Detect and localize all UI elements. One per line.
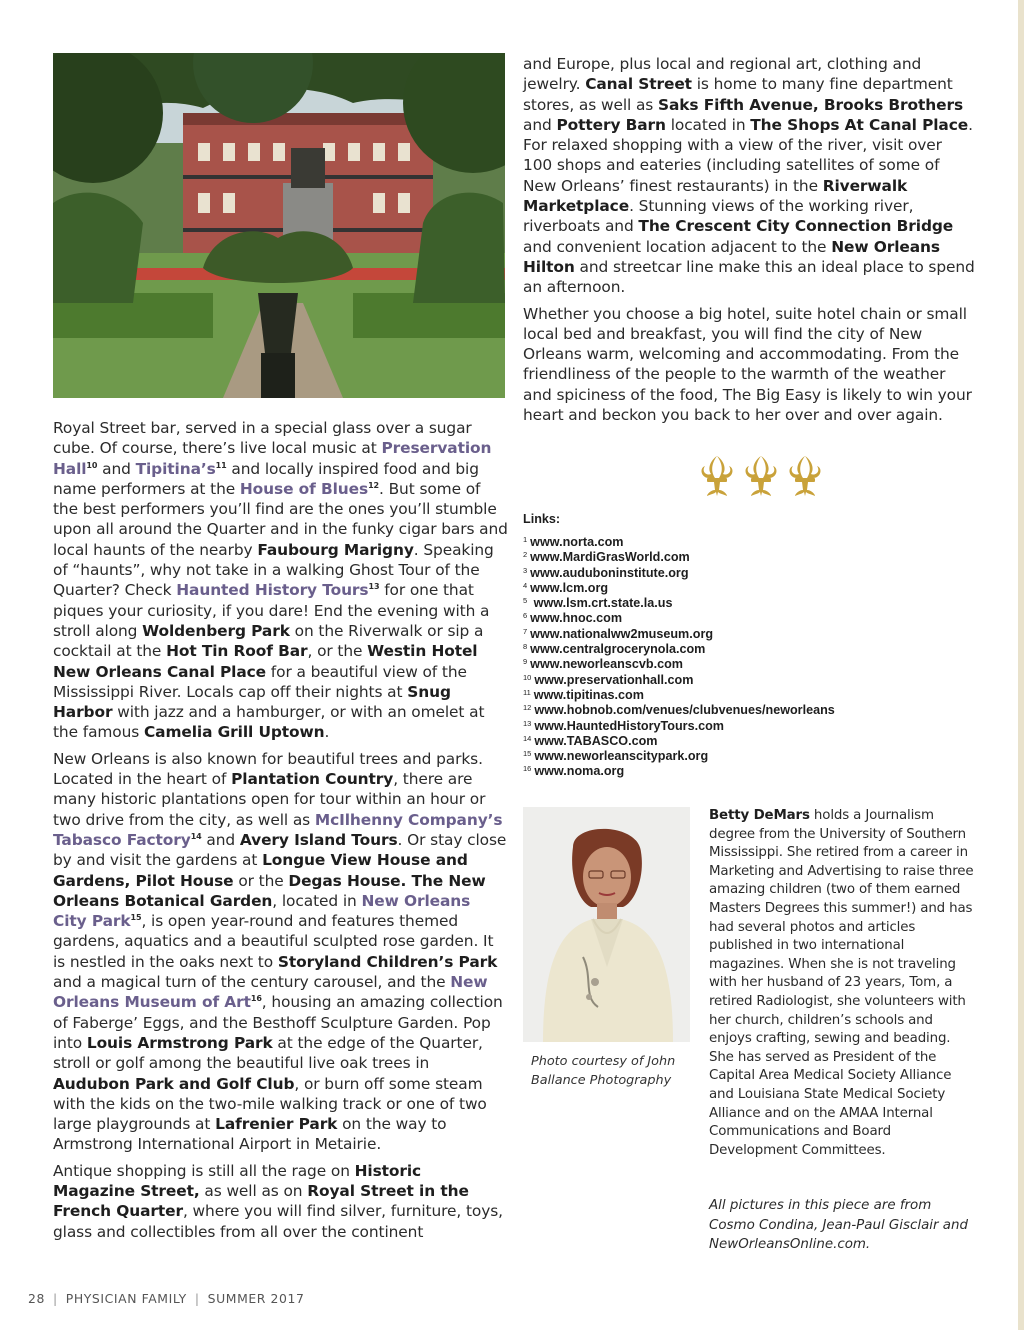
link-item[interactable] — [523, 749, 975, 764]
highlight-preservation-hall: Preservation Hall — [53, 439, 492, 478]
bold-camelia-grill: Camelia Grill Uptown — [143, 723, 325, 742]
paragraph-conclusion: Whether you choose a big hotel, suite hotel chain or small local bed and breakfast, you will find the city of New Orleans warm, welcoming and accommodating. From the friendliness of the people to the warmth of the weather and spiciness of the food, The Big Easy is likely to win your heart and beckon you back to her over and over again. — [523, 304, 972, 425]
link-url[interactable]: www.neworleanscitypark.org — [534, 749, 709, 764]
text-run: , located in — [272, 891, 362, 910]
bold-hot-tin-roof: Hot Tin Roof Bar — [166, 642, 308, 661]
footnote-ref: 14 — [190, 831, 202, 841]
bold-degas-house: Degas House. The New Orleans Botanical Garden — [53, 871, 486, 910]
link-number: 10 — [523, 672, 532, 682]
link-number: 9 — [523, 657, 528, 667]
text-run: . But some of the best performers you’ll find are the ones you’ll stumble upon all around the Quarter and in the funky cigar bars and local haunts of the nearby — [53, 479, 508, 559]
text-run: New Orleans is also known for beautiful trees and parks. Located in the heart of — [53, 749, 483, 789]
footnote-ref: 10 — [86, 460, 98, 470]
author-bio — [709, 807, 974, 1160]
text-run: is home to many fine department stores, as well as — [523, 75, 953, 114]
text-run: as well as on — [199, 1181, 308, 1200]
bold-riverwalk: Riverwalk Marketplace — [523, 176, 908, 216]
link-url[interactable]: www.hobnob.com/venues/clubvenues/neworleans — [534, 703, 835, 718]
left-column — [53, 418, 508, 1248]
link-item[interactable] — [523, 642, 975, 657]
bold-westin: Westin Hotel New Orleans Canal Place — [53, 642, 478, 681]
author-name: Betty DeMars — [709, 808, 810, 823]
highlight-tabasco-factory: McIlhenny Company’s Tabasco Factory — [53, 810, 503, 849]
text-run: with jazz and a hamburger, or with an omelet at the famous — [53, 703, 485, 742]
link-item[interactable] — [523, 688, 975, 703]
bold-woldenberg-park: Woldenberg Park — [142, 621, 290, 640]
link-url[interactable]: www.lcm.org — [530, 580, 609, 595]
text-run: and convenient location adjacent to the — [523, 237, 832, 256]
link-url[interactable]: www.noma.org — [534, 764, 625, 779]
text-run: on the way to Armstrong International Airport in Metairie. — [53, 1115, 447, 1154]
text-run: located in — [665, 115, 751, 134]
bold-crescent-bridge: The Crescent City Connection Bridge — [638, 217, 954, 236]
text-run: on the Riverwalk or sip a cocktail at the — [53, 621, 484, 661]
right-column — [523, 54, 975, 431]
text-run: and streetcar line make this an ideal place to spend an afternoon. — [523, 257, 975, 297]
footer-separator: | — [194, 1291, 200, 1306]
page-footer — [28, 1291, 304, 1306]
bold-shops-canal-place: The Shops At Canal Place — [750, 115, 969, 134]
link-item[interactable] — [523, 566, 975, 581]
text-run: and — [201, 830, 240, 849]
text-run: . For relaxed shopping with a view of the river, visit over 100 shops and eateries (including satellites of some of New Orleans’ finest restaurants) in the — [523, 115, 973, 195]
highlight-tipitinas: Tipitina’s — [135, 459, 216, 478]
text-run: , there are many historic plantations open for tour within an hour or two drive from the city, as well as — [53, 770, 486, 829]
bold-royal-street: Royal Street in the French Quarter — [53, 1181, 469, 1221]
link-url[interactable]: www.preservationhall.com — [534, 672, 694, 687]
photo-credits: All pictures in this piece are from Cosmo Condina, Jean-Paul Gisclair and NewOrleansOnline.com. — [709, 1198, 968, 1252]
bold-canal-street: Canal Street — [585, 75, 692, 94]
bold-plantation-country: Plantation Country — [231, 770, 394, 789]
text-run: . Stunning views of the working river, riverboats and — [523, 197, 914, 236]
link-url[interactable]: www.MardiGrasWorld.com — [530, 550, 690, 565]
link-item[interactable] — [523, 550, 975, 565]
paragraph-shopping-continued — [523, 54, 975, 298]
link-url[interactable]: www.HauntedHistoryTours.com — [534, 718, 724, 733]
link-url[interactable]: www.centralgrocerynola.com — [530, 642, 706, 657]
fleur-de-lis-icon — [741, 454, 781, 498]
text-run: and a magical turn of the century carousel, and the — [53, 973, 451, 992]
link-url[interactable]: www.hnoc.com — [530, 611, 623, 626]
link-number: 12 — [523, 703, 532, 713]
text-run: and locally inspired food and big name performers at the — [53, 459, 479, 498]
paragraph-nightlife — [53, 418, 508, 743]
paragraph-shopping — [53, 1161, 508, 1242]
link-item[interactable] — [523, 764, 975, 779]
bold-audubon-park: Audubon Park and Golf Club — [53, 1074, 295, 1093]
link-number: 8 — [523, 642, 528, 652]
bold-pottery-barn: Pottery Barn — [556, 115, 666, 134]
link-item[interactable] — [523, 657, 975, 672]
link-url[interactable]: www.nationalww2museum.org — [530, 626, 714, 641]
link-number: 2 — [523, 550, 528, 560]
highlight-city-park: New Orleans City Park — [53, 891, 471, 931]
link-url[interactable]: www.auduboninstitute.org — [530, 565, 689, 580]
bold-lafrenier-park: Lafrenier Park — [215, 1115, 338, 1134]
bio-text: holds a Journalism degree from the University of Southern Mississippi. She retired from a career in Marketing and Advertising to raise three amazing children (two of them earned Masters Degrees this summer!) and has had several photos and articles published in two international magazines. When she is not traveling with her husband of 23 years, Tom, a retired Radiologist, she volunteers with her church, children’s schools and enjoys crafting, sewing and beading. She has served as President of the Capital Area Medical Society Alliance and Louisiana State Medical Society Alliance and on the AMAA Internal Communications and Board Development Committees. — [709, 808, 974, 1158]
link-item[interactable] — [523, 596, 975, 611]
link-item[interactable] — [523, 703, 975, 718]
text-run: and — [97, 459, 136, 478]
link-url[interactable]: www.norta.com — [530, 535, 624, 549]
text-run: Antique shopping is still all the rage on — [53, 1161, 355, 1180]
link-number: 14 — [523, 733, 532, 743]
author-portrait — [523, 807, 690, 1042]
page-number: 28 — [28, 1291, 45, 1306]
text-run: or the — [233, 871, 289, 890]
link-number: 1 — [523, 535, 528, 544]
link-number: 11 — [523, 687, 531, 697]
text-run: and Europe, plus local and regional art, clothing and jewelry. — [523, 55, 922, 94]
text-run: at the edge of the Quarter, stroll or golf among the beautiful live oak trees in — [53, 1033, 483, 1073]
link-number: 13 — [523, 718, 532, 728]
text-run: , or burn off some steam with the kids on the two-mile walking track or one of two large playgrounds at — [53, 1074, 487, 1134]
link-item[interactable] — [523, 611, 975, 626]
magazine-name: PHYSICIAN FAMILY — [65, 1291, 187, 1306]
footnote-ref: 15 — [130, 913, 142, 923]
highlight-house-of-blues: House of Blues — [239, 479, 369, 498]
bold-snug-harbor: Snug Harbor — [53, 682, 451, 722]
jackson-square-photo — [53, 53, 505, 398]
link-number: 4 — [523, 580, 528, 590]
text-run: , is open year-round and features themed gardens, aquatics and a beautiful sculpted rose garden. It is nestled in the oaks next to — [53, 912, 494, 971]
links-list — [523, 512, 975, 780]
link-number: 16 — [523, 764, 532, 774]
bold-storyland: Storyland Children’s Park — [277, 952, 498, 971]
bold-avery-island: Avery Island Tours — [239, 830, 398, 849]
text-run: and — [523, 115, 557, 134]
link-url[interactable]: www.lsm.crt.state.la.us — [530, 596, 673, 611]
text-run: . Speaking of “haunts”, why not take in a walking Ghost Tour of the Quarter? Check — [53, 540, 494, 600]
link-number: 15 — [523, 749, 532, 759]
fleur-de-lis-icon — [785, 454, 825, 498]
link-url[interactable]: www.TABASCO.com — [534, 733, 658, 748]
link-item[interactable] — [523, 734, 975, 749]
fleur-de-lis-icon — [697, 454, 737, 498]
text-run: , housing an amazing collection of Faberge’ Eggs, and the Besthoff Sculpture Garden. Pop into — [53, 993, 503, 1052]
link-number: 5 — [523, 596, 528, 606]
fleur-de-lis-ornament — [697, 454, 833, 500]
link-number: 3 — [523, 565, 528, 575]
footnote-ref: 13 — [368, 582, 380, 592]
link-number: 6 — [523, 611, 528, 621]
footnote-ref: 12 — [368, 480, 380, 490]
link-item[interactable] — [523, 673, 975, 688]
portrait-caption: Photo courtesy of John Ballance Photography — [531, 1054, 676, 1088]
footer-separator: | — [52, 1291, 58, 1306]
bold-magazine-street: Historic Magazine Street, — [53, 1161, 422, 1200]
text-run: , where you will find silver, furniture, toys, glass and collectibles from all over the continent — [53, 1202, 503, 1241]
footnote-ref: 11 — [215, 460, 227, 470]
text-run: for one that piques your curiosity, if you dare! End the evening with a stroll along — [53, 581, 490, 640]
text-run: . Or stay close by and visit the gardens at — [53, 830, 507, 870]
bold-hilton: New Orleans Hilton — [523, 237, 940, 276]
bold-longue-view: Longue View House and Gardens, Pilot House — [53, 851, 468, 890]
issue-date: SUMMER 2017 — [207, 1291, 305, 1306]
link-url[interactable]: www.tipitinas.com — [533, 687, 644, 702]
link-item[interactable] — [523, 719, 975, 734]
highlight-haunted-history: Haunted History Tours — [176, 581, 369, 600]
link-number: 7 — [523, 626, 528, 636]
text-run: . — [324, 723, 330, 742]
link-url[interactable]: www.neworleanscvb.com — [530, 657, 683, 672]
text-run: Royal Street bar, served in a special glass over a sugar cube. Of course, there’s live local music at — [53, 419, 472, 458]
bold-armstrong-park: Louis Armstrong Park — [86, 1033, 273, 1052]
text-run: for a beautiful view of the Mississippi River. Locals cap off their nights at — [53, 662, 467, 701]
page-edge-strip — [1018, 0, 1024, 1330]
footnote-ref: 16 — [250, 994, 262, 1004]
highlight-noma: New Orleans Museum of Art — [53, 973, 488, 1012]
link-item[interactable] — [523, 535, 975, 550]
links-title: Links: — [523, 512, 561, 526]
paragraph-parks — [53, 749, 508, 1155]
text-run: , or the — [307, 642, 368, 661]
bold-faubourg-marigny: Faubourg Marigny — [257, 540, 414, 559]
link-item[interactable] — [523, 627, 975, 642]
link-item[interactable] — [523, 581, 975, 596]
bold-saks: Saks Fifth Avenue, Brooks Brothers — [658, 95, 964, 114]
